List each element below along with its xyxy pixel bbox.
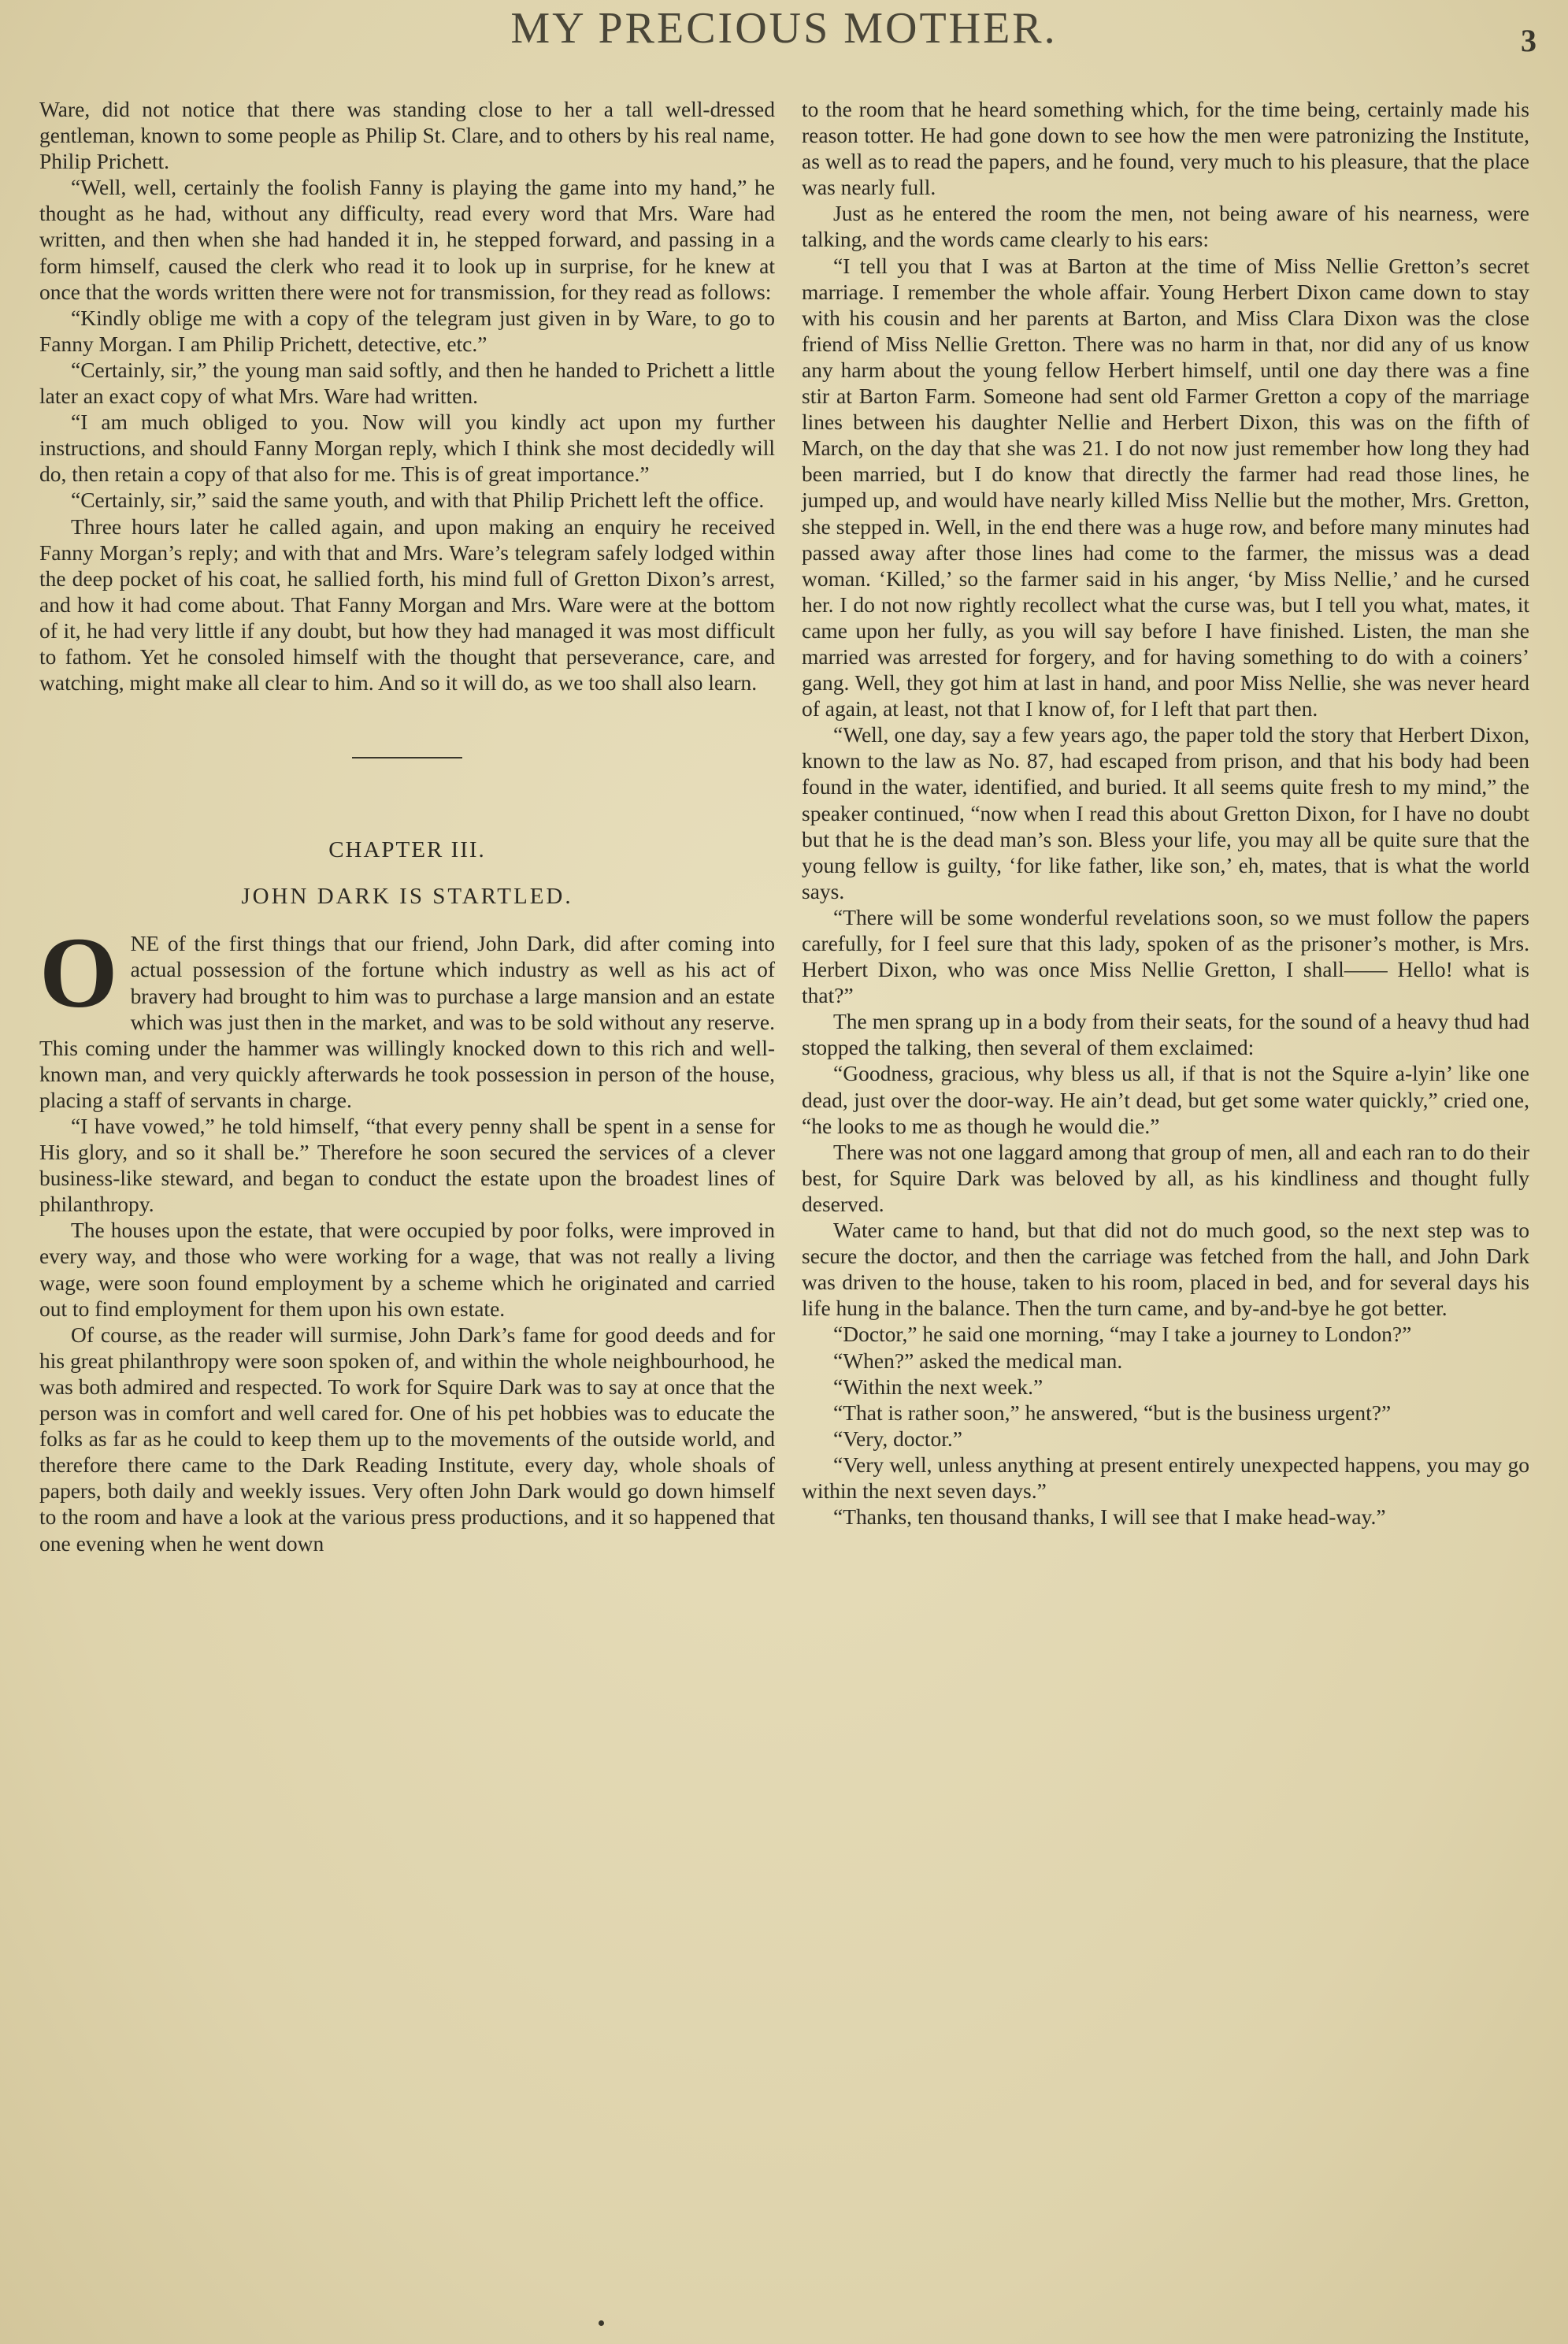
paragraph: “I tell you that I was at Barton at the time of Miss Nellie Gretton’s secret marriage. I remember the whole affair. Young Herbert Dixon came down to stay with his cousin and her parents at Barton, and Miss Clara Dixon was the close friend of Miss Nellie Gretton. There was no harm in that, nor did any of us know any harm about the young fellow Herbert himself, until one day there was a fine stir at Barton Farm. Someone had sent old Farmer Gretton a copy of the marriage lines between his daughter Nellie and Herbert Dixon, this was on the fifth of March, on the day that she was 21. I do not now just remember how long they had been married, but I do know that directly the farmer had read those lines, he jumped up, and would have nearly killed Miss Nellie but the mother, Mrs. Gretton, she stepped in. Well, in the end there was a huge row, and before many minutes had passed away after those lines had come to the farmer, the missus was a dead woman. ‘Killed,’ so the farmer said in his anger, ‘by Miss Nellie,’ and he cursed her. I do not now rightly recollect what the curse was, but I tell you what, mates, it came upon her fully, as you will say before I have finished. Listen, the man she married was arrested for forgery, and for having something to do with a coiners’ gang. Well, they got him at last in hand, and poor Miss Nellie, she was never heard of again, at least, not that I know of, for I left that part then. <box>802 253 1529 721</box>
paragraph: Just as he entered the room the men, not being aware of his nearness, were talking, and the words came clearly to his ears: <box>802 201 1529 252</box>
paragraph: to the room that he heard something which, for the time being, certainly made his reason totter. He had gone down to see how the men were patronizing the Institute, as well as to read the papers, and he found, very much to his pleasure, that the place was nearly full. <box>802 97 1529 200</box>
paragraph: “Doctor,” he said one morning, “may I take a journey to London?” <box>833 1322 1412 1347</box>
paragraph: “Thanks, ten thousand thanks, I will see that I make head-way.” <box>833 1504 1386 1530</box>
paragraph: “Goodness, gracious, why bless us all, if that is not the Squire a-lyin’ like one dead, just over the door-way. He ain’t dead, but get some water quickly,” cried one, “he looks to me as though he would die.” <box>802 1061 1529 1138</box>
paragraph: “I am much obliged to you. Now will you kindly act upon my further instructions, and should Fanny Morgan reply, which I think she most decidedly will do, then retain a copy of that also for me. This is of great importance.” <box>39 410 775 487</box>
page-number: 3 <box>1521 23 1536 58</box>
paragraph: There was not one laggard among that group of men, all and each ran to do their best, for Squire Dark was beloved by all, as his kindliness and thought fully deserved. <box>802 1139 1529 1216</box>
opening-text: NE of the first things that our friend, John Dark, did after coming into actual possession of the fortune which industry as well as his act of bravery had brought to him was to purchase a large mansion and an estate which was just then in the market, and was to be sold without any reserve. This coming under the hammer was willingly knocked down to this rich and well-known man, and very quickly afterwards he took possession in person of the house, placing a staff of servants in charge. <box>39 931 775 1112</box>
paragraph: “Certainly, sir,” the young man said softly, and then he handed to Prichett a little later an exact copy of what Mrs. Ware had written. <box>39 357 775 409</box>
paragraph: “There will be some wonderful revelations soon, so we must follow the papers carefully, for I feel sure that this lady, spoken of as the prisoner’s mother, is Mrs. Herbert Dixon, who was once Miss Nellie Gretton, I shall—— Hello! what is that?” <box>802 904 1529 1008</box>
paragraph: “Within the next week.” <box>833 1374 1043 1399</box>
paragraph: “I have vowed,” he told himself, “that every penny shall be spent in a sense for His glory, and so it shall be.” Therefore he soon secured the services of a clever business-like steward, and began to conduct the estate upon the broadest lines of philanthropy. <box>39 1114 775 1217</box>
chapter-number: CHAPTER III. <box>328 837 486 863</box>
paragraph: “Very well, unless anything at present entirely unexpected happens, you may go within the next seven days.” <box>802 1452 1529 1503</box>
drop-cap: O <box>39 917 118 1029</box>
paragraph: “When?” asked the medical man. <box>833 1348 1123 1373</box>
paragraph: Three hours later he called again, and upon making an enquiry he received Fanny Morgan’s reply; and with that and Mrs. Ware’s telegram safely lodged within the deep pocket of his coat, he sallied forth, his mind full of Gretton Dixon’s arrest, and how it had come about. That Fanny Morgan and Mrs. Ware were at the bottom of it, he had very little if any doubt, but how they had managed it was most difficult to fathom. Yet he consoled himself with the thought that perseverance, care, and watching, might make all clear to him. And so it will do, as we too shall also learn. <box>39 514 775 695</box>
paragraph: “That is rather soon,” he answered, “but is the business urgent?” <box>833 1400 1392 1425</box>
right-column <box>802 96 1529 1530</box>
paragraph: Ware, did not notice that there was standing close to her a tall well-dressed gentleman, known to some people as Philip St. Clare, and to others by his real name, Philip Prichett. <box>39 97 775 174</box>
paragraph: The houses upon the estate, that were occupied by poor folks, were improved in every way, and those who were working for a wage, that was not really a living wage, were soon found employment by a scheme which he originated and carried out to find employment for them upon his own estate. <box>39 1218 775 1321</box>
paragraph: “Very, doctor.” <box>833 1426 962 1451</box>
section-divider <box>352 757 462 758</box>
running-head: MY PRECIOUS MOTHER. <box>510 4 1058 53</box>
paragraph: Of course, as the reader will surmise, John Dark’s fame for good deeds and for his great philanthropy were soon spoken of, and within the whole neighbourhood, he was both admired and respected. To work for Squire Dark was to say at once that the person was in comfort and well cared for. One of his pet hobbies was to educate the folks as far as he could to keep them up to the movements of the outside world, and therefore there came to the Dark Reading Institute, every day, whole shoals of papers, both daily and weekly issues. Very often John Dark would go down himself to the room and have a look at the various press productions, and it so happened that one evening when he went down <box>39 1322 775 1556</box>
print-mark <box>599 2320 604 2326</box>
paragraph: “Certainly, sir,” said the same youth, and with that Philip Prichett left the office. <box>71 488 765 513</box>
paragraph: “Well, well, certainly the foolish Fanny is playing the game into my hand,” he thought as he had, without any difficulty, read every word that Mrs. Ware had written, and then when she had handed it in, he stepped forward, and passing in a form himself, caused the clerk who read it to look up in surprise, for he knew at once that the words written there were not for transmission, for they read as follows: <box>39 175 775 304</box>
paragraph: “Kindly oblige me with a copy of the telegram just given in by Ware, to go to Fanny Morgan. I am Philip Prichett, detective, etc.” <box>39 305 775 356</box>
left-column <box>39 96 775 1556</box>
chapter-opening-paragraph <box>39 917 775 1113</box>
chapter-title: JOHN DARK IS STARTLED. <box>241 884 573 910</box>
paragraph: The men sprang up in a body from their seats, for the sound of a heavy thud had stopped the talking, then several of them exclaimed: <box>802 1009 1529 1060</box>
paragraph: Water came to hand, but that did not do much good, so the next step was to secure the doctor, and then the carriage was fetched from the hall, and John Dark was driven to the house, taken to his room, placed in bed, and for several days his life hung in the balance. Then the turn came, and by-and-bye he got better. <box>802 1218 1529 1321</box>
paragraph: “Well, one day, say a few years ago, the paper told the story that Herbert Dixon, known to the law as No. 87, had escaped from prison, and that his body had been found in the water, identified, and buried. It all seems quite fresh to my mind,” the speaker continued, “now when I read this about Gretton Dixon, for I have no doubt but that he is the dead man’s son. Bless your life, you may all be quite sure that the young fellow is guilty, ‘for like father, like son,’ eh, mates, that is what the world says. <box>802 722 1529 903</box>
